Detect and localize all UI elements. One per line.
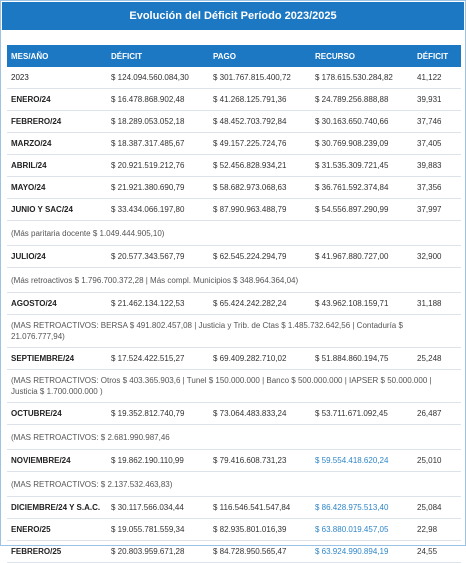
cell-deficit: $ 20.803.959.671,28 xyxy=(107,541,209,563)
table-row xyxy=(7,199,461,221)
header-mes: MES/AÑO xyxy=(7,45,107,67)
cell-deficit: $ 124.094.560.084,30 xyxy=(107,67,209,89)
cell-deficit: $ 18.289.053.052,18 xyxy=(107,111,209,133)
cell-mes: SEPTIEMBRE/24 xyxy=(7,348,107,370)
table-row xyxy=(7,348,461,370)
cell-mes: JUNIO Y SAC/24 xyxy=(7,199,107,221)
cell-recurso: $ 53.711.671.092,45 xyxy=(311,403,413,425)
cell-pago: $ 116.546.541.547,84 xyxy=(209,497,311,519)
cell-recurso: $ 31.535.309.721,45 xyxy=(311,155,413,177)
cell-recurso: $ 43.962.108.159,71 xyxy=(311,293,413,315)
header-pago: PAGO xyxy=(209,45,311,67)
cell-deficit: $ 18.387.317.485,67 xyxy=(107,133,209,155)
cell-pago: $ 58.682.973.068,63 xyxy=(209,177,311,199)
cell-deficit-pct: 39,883 xyxy=(413,155,461,177)
cell-deficit-pct: 26,487 xyxy=(413,403,461,425)
cell-deficit-pct: 25,084 xyxy=(413,497,461,519)
cell-mes: OCTUBRE/24 xyxy=(7,403,107,425)
cell-deficit: $ 30.117.566.034,44 xyxy=(107,497,209,519)
cell-mes: NOVIEMBRE/24 xyxy=(7,450,107,472)
cell-pago: $ 52.456.828.934,21 xyxy=(209,155,311,177)
cell-pago: $ 87.990.963.488,79 xyxy=(209,199,311,221)
cell-pago: $ 79.416.608.731,23 xyxy=(209,450,311,472)
note-text: (MAS RETROACTIVOS: $ 2.681.990.987,46 xyxy=(7,425,461,450)
note-text: (MAS RETROACTIVOS: Otros $ 403.365.903,6 | Tunel $ 150.000.000 | Banco $ 500.000.000 | IAPSER $ 50.000.000 | Justicia $ 1.700.000.000 ) xyxy=(7,370,461,403)
cell-recurso: $ 24.789.256.888,88 xyxy=(311,89,413,111)
table-body xyxy=(7,67,461,563)
cell-deficit-pct: 37,356 xyxy=(413,177,461,199)
cell-pago: $ 49.157.225.724,76 xyxy=(209,133,311,155)
table-row xyxy=(7,246,461,268)
cell-deficit-pct: 41,122 xyxy=(413,67,461,89)
cell-deficit-pct: 32,900 xyxy=(413,246,461,268)
cell-mes: ENERO/24 xyxy=(7,89,107,111)
cell-deficit-pct: 22,98 xyxy=(413,519,461,541)
cell-deficit: $ 21.921.380.690,79 xyxy=(107,177,209,199)
header-deficit: DÉFICIT xyxy=(107,45,209,67)
table-row xyxy=(7,497,461,519)
cell-mes: AGOSTO/24 xyxy=(7,293,107,315)
cell-deficit-pct: 25,248 xyxy=(413,348,461,370)
cell-deficit-pct: 24,55 xyxy=(413,541,461,563)
cell-pago: $ 48.452.703.792,84 xyxy=(209,111,311,133)
cell-recurso: $ 63.924.990.894,19 xyxy=(311,541,413,563)
note-row xyxy=(7,268,461,293)
note-row xyxy=(7,472,461,497)
header-deficit-pct: DÉFICIT xyxy=(413,45,461,67)
table-row xyxy=(7,89,461,111)
note-row xyxy=(7,370,461,403)
note-text: (MAS RETROACTIVOS: BERSA $ 491.802.457,08 | Justicia y Trib. de Ctas $ 1.485.732.642,56 | Contaduría $ 21.076.777,94) xyxy=(7,315,461,348)
cell-mes: JULIO/24 xyxy=(7,246,107,268)
cell-deficit-pct: 25,010 xyxy=(413,450,461,472)
table-row xyxy=(7,67,461,89)
cell-recurso: $ 30.769.908.239,09 xyxy=(311,133,413,155)
cell-recurso: $ 30.163.650.740,66 xyxy=(311,111,413,133)
cell-deficit-pct: 31,188 xyxy=(413,293,461,315)
cell-mes: MAYO/24 xyxy=(7,177,107,199)
cell-pago: $ 73.064.483.833,24 xyxy=(209,403,311,425)
cell-recurso: $ 63.880.019.457,05 xyxy=(311,519,413,541)
cell-pago: $ 62.545.224.294,79 xyxy=(209,246,311,268)
table-row xyxy=(7,293,461,315)
cell-pago: $ 84.728.950.565,47 xyxy=(209,541,311,563)
cell-deficit-pct: 39,931 xyxy=(413,89,461,111)
cell-recurso: $ 54.556.897.290,99 xyxy=(311,199,413,221)
cell-pago: $ 82.935.801.016,39 xyxy=(209,519,311,541)
cell-deficit-pct: 37,997 xyxy=(413,199,461,221)
header-recurso: RECURSO xyxy=(311,45,413,67)
cell-deficit: $ 17.524.422.515,27 xyxy=(107,348,209,370)
cell-recurso: $ 51.884.860.194,75 xyxy=(311,348,413,370)
note-text: (Más paritaria docente $ 1.049.444.905,10) xyxy=(7,221,461,246)
table-row xyxy=(7,155,461,177)
table-row xyxy=(7,403,461,425)
note-text: (MAS RETROACTIVOS: $ 2.137.532.463,83) xyxy=(7,472,461,497)
table-row xyxy=(7,111,461,133)
table-title: Evolución del Déficit Período 2023/2025 xyxy=(129,10,337,22)
cell-deficit: $ 20.577.343.567,79 xyxy=(107,246,209,268)
table-row xyxy=(7,519,461,541)
cell-mes: ENERO/25 xyxy=(7,519,107,541)
cell-recurso: $ 86.428.975.513,40 xyxy=(311,497,413,519)
cell-deficit: $ 16.478.868.902,48 xyxy=(107,89,209,111)
table-row xyxy=(7,541,461,563)
cell-recurso: $ 41.967.880.727,00 xyxy=(311,246,413,268)
note-text: (Más retroactivos $ 1.796.700.372,28 | Más compl. Municipios $ 348.964.364,04) xyxy=(7,268,461,293)
cell-pago: $ 69.409.282.710,02 xyxy=(209,348,311,370)
cell-pago: $ 65.424.242.282,24 xyxy=(209,293,311,315)
note-row xyxy=(7,315,461,348)
cell-recurso: $ 36.761.592.374,84 xyxy=(311,177,413,199)
cell-mes: ABRIL/24 xyxy=(7,155,107,177)
cell-deficit: $ 19.055.781.559,34 xyxy=(107,519,209,541)
cell-deficit: $ 20.921.519.212,76 xyxy=(107,155,209,177)
cell-deficit: $ 21.462.134.122,53 xyxy=(107,293,209,315)
cell-mes: MARZO/24 xyxy=(7,133,107,155)
table-title-bar xyxy=(2,2,464,30)
note-row xyxy=(7,221,461,246)
cell-mes: FEBRERO/25 xyxy=(7,541,107,563)
cell-deficit: $ 33.434.066.197,80 xyxy=(107,199,209,221)
cell-pago: $ 301.767.815.400,72 xyxy=(209,67,311,89)
table-row xyxy=(7,450,461,472)
table-row xyxy=(7,133,461,155)
cell-deficit-pct: 37,746 xyxy=(413,111,461,133)
cell-deficit-pct: 37,405 xyxy=(413,133,461,155)
cell-recurso: $ 178.615.530.284,82 xyxy=(311,67,413,89)
note-row xyxy=(7,425,461,450)
cell-deficit: $ 19.862.190.110,99 xyxy=(107,450,209,472)
header-row xyxy=(7,45,461,67)
table-row xyxy=(7,177,461,199)
cell-deficit: $ 19.352.812.740,79 xyxy=(107,403,209,425)
cell-mes: 2023 xyxy=(7,67,107,89)
cell-recurso: $ 59.554.418.620,24 xyxy=(311,450,413,472)
deficit-table xyxy=(7,45,461,563)
cell-pago: $ 41.268.125.791,36 xyxy=(209,89,311,111)
cell-mes: DICIEMBRE/24 Y S.A.C. xyxy=(7,497,107,519)
cell-mes: FEBRERO/24 xyxy=(7,111,107,133)
